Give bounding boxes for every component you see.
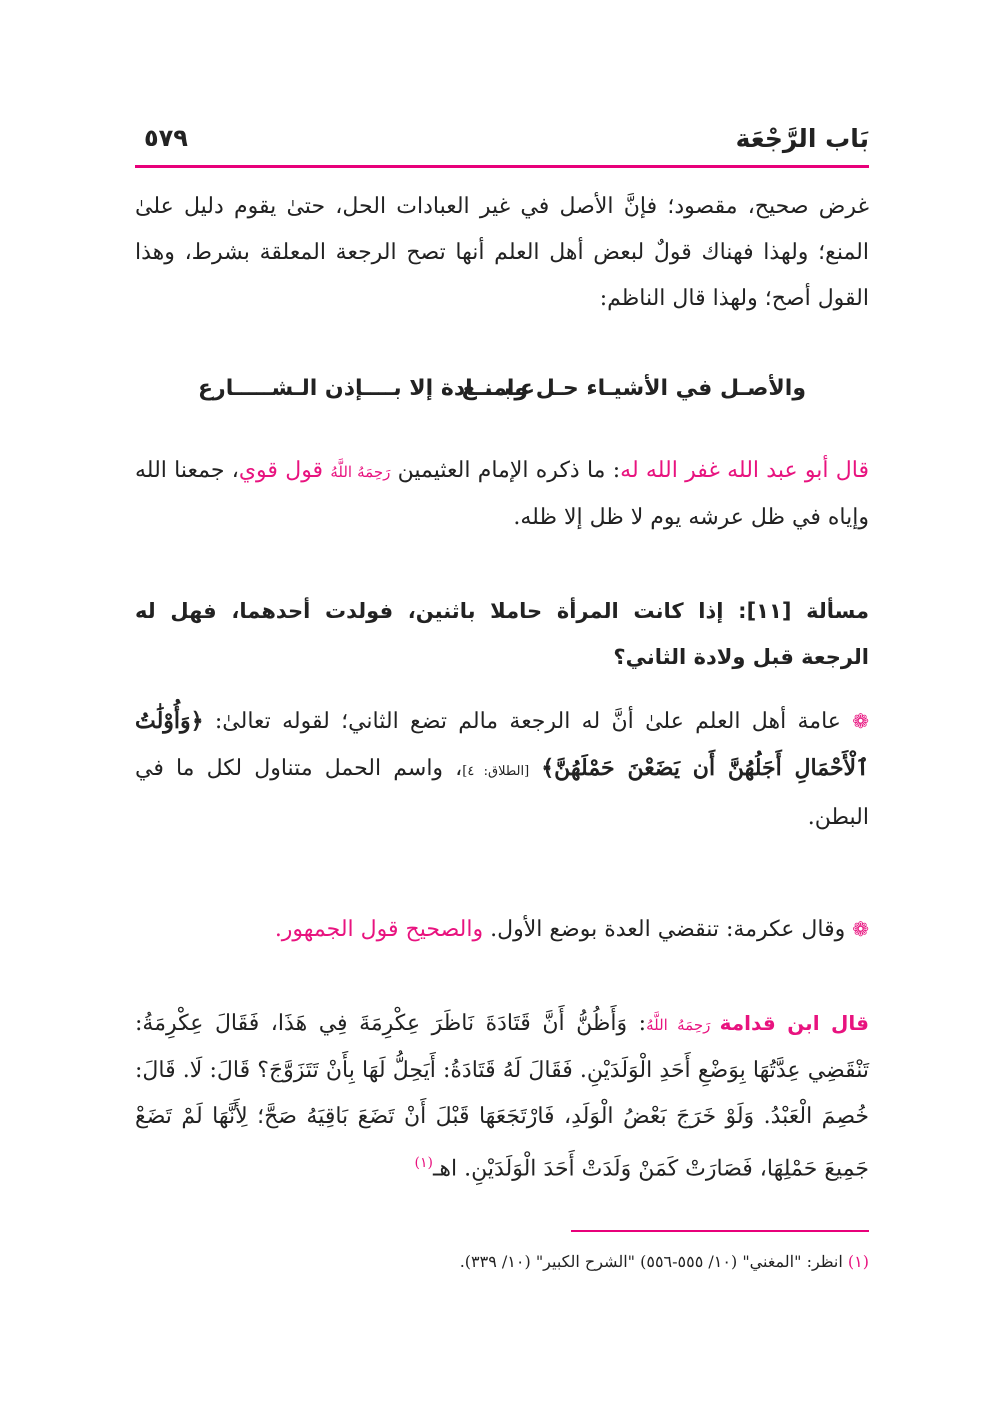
comment-text-start: : ما ذكره الإمام العثيمين (390, 458, 621, 483)
footnote (460, 1252, 869, 1271)
page-number: ٥٧٩ (144, 124, 188, 152)
flower-bullet-icon: ❁ (852, 917, 869, 941)
flower-bullet-icon: ❁ (852, 709, 869, 733)
honorific-glyph: رَحِمَهُ اللَّهُ (330, 463, 391, 481)
verse-reference: [الطلاق: ٤] (462, 764, 530, 779)
honorific-glyph: رَحِمَهُ اللَّهُ (646, 1016, 720, 1034)
poem-hemistich-first: والأصـل في الأشيـاء حـل وامنـع (461, 376, 806, 401)
question-label: مسألة [١١]: (738, 599, 869, 623)
paragraph-author-comment (135, 448, 869, 541)
paragraph-intro: غرض صحيح، مقصود؛ فإنَّ الأصل في غير العبادات الحل، حتىٰ يقوم دليل علىٰ المنع؛ ولهذا فهناك قولٌ لبعض أهل العلم أنها تصح الرجعة المعلقة بشرط، وهذا القول أصح؛ ولهذا قال الناظم: (135, 194, 869, 311)
chapter-title: بَاب الرَّجْعَة (735, 124, 869, 153)
answer-text-end: ، واسم الحمل متناول لكل ما في البطن. (135, 756, 869, 830)
answer-paragraph-majority (135, 698, 869, 841)
footnote-marker[interactable]: (١) (414, 1155, 433, 1171)
ibn-qudamah-quote (135, 1000, 869, 1192)
answer-text-start: عامة أهل العلم علىٰ أنَّ له الرجعة مالم تضع الثاني؛ لقوله تعالىٰ: (203, 709, 853, 734)
ikrimah-text: وقال عكرمة: تنقضي العدة بوضع الأول. (483, 917, 853, 942)
poem-hemistich-second: عـبــــادة إلا بــــإذن الـشـــــارع (198, 376, 535, 401)
quran-verse: ﴿وَأُوْلَٰتُ ٱلْأَحْمَالِ أَجَلُهُنَّ أَن يَضَعْنَ حَمْلَهُنَّ﴾ (135, 708, 869, 781)
quote-label: قال ابن قدامة (719, 1011, 870, 1035)
comment-highlight: قول قوي (238, 458, 331, 483)
footnote-number: (١) (847, 1252, 869, 1271)
answer-paragraph-ikrimah (135, 906, 869, 953)
poem-verse (135, 376, 869, 416)
header-divider (135, 165, 869, 168)
quote-text: : وَأَظُنُّ أَنَّ قَتَادَةَ نَاظَرَ عِكْرِمَةَ فِي هَذَا، فَقَالَ عِكْرِمَةُ: تَنْقَضِي عِدَّتُهَا بِوَضْعِ أَحَدِ الْوَلَدَيْنِ. فَقَالَ لَهُ قَتَادَةُ: أَيَحِلُّ لَهَا بِأَنْ تَتَزَوَّجَ؟ قَالَ: لَا. قَالَ: خُصِمَ الْعَبْدُ. وَلَوْ خَرَجَ بَعْضُ الْوَلَدِ، فَارْتَجَعَهَا قَبْلَ أَنْ تَضَعَ بَاقِيَهُ صَحَّ؛ لِأَنَّهَا لَمْ تَضَعْ جَمِيعَ حَمْلِهَا، فَصَارَتْ كَمَنْ وَلَدَتْ أَحَدَ الْوَلَدَيْنِ. اهـ (135, 1011, 869, 1182)
comment-text-end: ، جمعنا الله وإياه في ظل عرشه يوم لا ظل إلا ظله. (135, 458, 869, 530)
footnote-text: انظر: "المغني" (١٠/ ٥٥٥-٥٥٦) "الشرح الكبير" (١٠/ ٣٣٩). (459, 1252, 848, 1271)
footnote-divider (571, 1230, 869, 1232)
preferred-opinion: والصحيح قول الجمهور. (274, 917, 484, 942)
question-text: إذا كانت المرأة حاملا باثنين، فولدت أحدهما، فهل له الرجعة قبل ولادة الثاني؟ (135, 599, 869, 669)
author-label: قال أبو عبد الله غفر الله له (620, 458, 869, 483)
question-heading (135, 588, 869, 680)
